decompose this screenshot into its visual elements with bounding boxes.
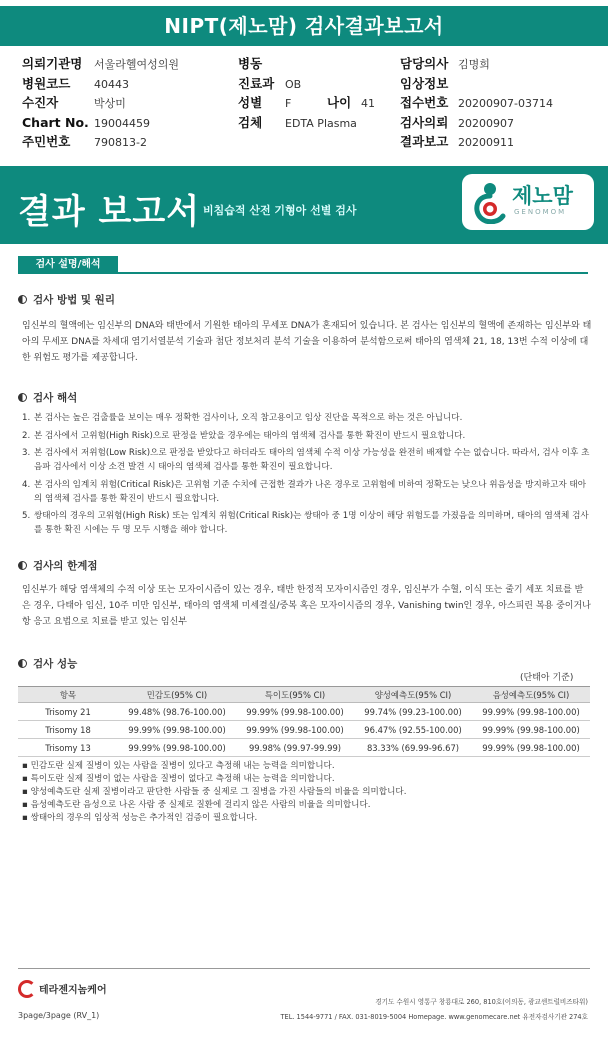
label-age: 나이 [327, 95, 352, 110]
col-header-npv: 음성예측도(95% CI) [472, 687, 590, 703]
table-cell: 99.99% (99.98-100.00) [472, 703, 590, 721]
table-cell: Trisomy 21 [18, 703, 118, 721]
table-cell: 99.74% (99.23-100.00) [354, 703, 472, 721]
value-chart-no: 19004459 [94, 116, 150, 130]
table-cell: 99.98% (99.97-99.99) [236, 739, 354, 757]
banner-subtitle: 비침습적 산전 기형아 선별 검사 [203, 204, 357, 217]
value-report-date: 20200911 [458, 136, 514, 149]
label-patient: 수진자 [22, 95, 59, 110]
label-hospital-code: 병원코드 [22, 75, 71, 91]
value-accession-no: 20200907-03714 [458, 97, 553, 110]
genomom-logo-icon [470, 180, 510, 224]
limits-heading-text: 검사의 한계점 [33, 560, 98, 572]
value-resident-no: 790813-2 [94, 136, 147, 149]
list-item: 2. 본 검사에서 고위험(High Risk)으로 판정을 받았을 경우에는 태아의 염색체 검사를 통한 확진이 반드시 필요합니다. [22, 430, 466, 441]
company-name: 테라젠지놈케어 [39, 985, 107, 996]
half-circle-icon [18, 393, 27, 402]
method-paragraph: 임신부의 혈액에는 임신부의 DNA와 태반에서 기원한 태아의 무세포 DNA가 혼재되어 있습니다. 본 검사는 임신부의 혈액에 존재하는 임신부와 태아의 무세포 DNA를 차세대 염기서열분석 기술과 첨단 정보처리 분석 기술을 이용하여 분석함으로써 태아의 염색체 21, 18, 13번 수적 이상에 대한 위험도 평가를 제공합니다. [22, 321, 592, 363]
table-cell: 96.47% (92.55-100.00) [354, 721, 472, 739]
value-specimen: EDTA Plasma [285, 116, 357, 130]
label-specimen: 검체 [238, 114, 263, 130]
patient-info-col3 [400, 54, 553, 152]
note-text: 민감도란 실제 질병이 있는 사람을 질병이 있다고 측정해 내는 능력을 의미합니다. [30, 761, 335, 771]
value-patient: 박상미 [94, 97, 126, 110]
label-department: 진료과 [238, 75, 275, 91]
logo-text: 제노맘 [512, 184, 573, 208]
label-doctor: 담당의사 [400, 56, 449, 71]
value-institution: 서울라헬여성의원 [94, 58, 180, 71]
note-item: ▪ 양성예측도란 실제 질병이라고 판단한 사람들 중 실제로 그 질병을 가진 사람들의 비율을 의미합니다. [22, 787, 407, 797]
label-accession-no: 접수번호 [400, 95, 449, 110]
table-cell: 99.99% (99.98-100.00) [118, 721, 236, 739]
note-text: 음성예측도란 음성으로 나온 사람 중 실제로 질환에 걸리지 않은 사람의 비율을 의미합니다. [30, 800, 371, 810]
list-item-text: 본 검사에서 저위험(Low Risk)으로 판정을 받았다고 하더라도 태아의 염색체 수적 이상 가능성을 완전히 배제할 수는 없습니다. 따라서, 검사 이후 초음파 검사에서 이상 소견 발견 시 태아의 염색체 검사를 통한 확진이 필요합니다. [34, 448, 590, 473]
list-item-text: 본 검사에서 고위험(High Risk)으로 판정을 받았을 경우에는 태아의 염색체 검사를 통한 확진이 반드시 필요합니다. [34, 430, 466, 441]
banner-title: 결과 보고서 [18, 192, 201, 232]
patient-info-col2 [238, 54, 375, 132]
performance-table [18, 686, 590, 757]
note-item: ▪ 민감도란 실제 질병이 있는 사람을 질병이 있다고 측정해 내는 능력을 의미합니다. [22, 761, 335, 771]
section-limits-heading [18, 558, 98, 573]
list-item: 1. 본 검사는 높은 검출률을 보이는 매우 정확한 검사이나, 오직 참고용이고 임상 진단을 목적으로 하는 것은 아닙니다. [22, 413, 463, 423]
table-cell: 99.48% (98.76-100.00) [118, 703, 236, 721]
table-cell: 99.99% (99.98-100.00) [118, 739, 236, 757]
list-item-text: 쌍태아의 경우의 고위험(High Risk) 또는 임계치 위험(Critical Risk)는 쌍태아 중 1명 이상이 해당 위험도를 가졌음을 의미하며, 태아의 염색체 검사를 통한 확진 시에는 두 명 모두 시행을 해야 합니다. [34, 511, 589, 536]
table-cell: 99.99% (99.98-100.00) [472, 721, 590, 739]
section-interpretation-heading [18, 390, 77, 405]
tab-test-description: 검사 설명/해석 [18, 256, 118, 274]
interpretation-heading-text: 검사 해석 [33, 392, 78, 404]
col-header-specificity: 특이도(95% CI) [236, 687, 354, 703]
genomom-logo [462, 174, 594, 230]
company-logo-icon [18, 980, 36, 998]
value-doctor: 김명희 [458, 58, 490, 71]
company-logo [18, 980, 107, 998]
table-cell: 99.99% (99.98-100.00) [472, 739, 590, 757]
patient-info-col1 [22, 54, 179, 152]
performance-heading-text: 검사 성능 [33, 658, 78, 670]
interpretation-list [22, 411, 594, 541]
half-circle-icon [18, 295, 27, 304]
col-header-item: 항목 [18, 687, 118, 703]
note-item: ▪ 음성예측도란 음성으로 나온 사람 중 실제로 질환에 걸리지 않은 사람의 비율을 의미합니다. [22, 800, 371, 810]
half-circle-icon [18, 659, 27, 668]
note-text: 쌍태아의 경우의 임상적 성능은 추가적인 검증이 필요합니다. [30, 813, 258, 823]
limits-paragraph: 임신부가 해당 염색체의 수적 이상 또는 모자이시즘이 있는 경우, 태반 한정적 모자이시즘인 경우, 임신부가 수혈, 이식 또는 줄기 세포 치료를 받은 경우, 다태아 임신, 10주 미만 임신부, 태아의 염색체 미세결실/중복 혹은 모자이시즘의 경우, Vanishing twin인 경우, 아스피린 복용 중이거나 항 응고 요법으로 치료를 받고 있는 임신부 [22, 585, 591, 627]
method-heading-text: 검사 방법 및 원리 [33, 294, 115, 306]
report-title: NIPT(제노맘) 검사결과보고서 [164, 14, 444, 38]
col-header-sensitivity: 민감도(95% CI) [118, 687, 236, 703]
table-row [18, 703, 590, 721]
label-report-date: 결과보고 [400, 134, 449, 149]
label-clinical-info: 임상정보 [400, 75, 449, 91]
table-row [18, 721, 590, 739]
list-item-text: 본 검사는 높은 검출률을 보이는 매우 정확한 검사이나, 오직 참고용이고 임상 진단을 목적으로 하는 것은 아닙니다. [34, 413, 463, 423]
list-item: 3. 본 검사에서 저위험(Low Risk)으로 판정을 받았다고 하더라도 태아의 염색체 수적 이상 가능성을 완전히 배제할 수는 없습니다. 따라서, 검사 이후 초음파 검사에서 이상 소견 발견 시 태아의 염색체 검사를 통한 확진이 필요합니다. [22, 446, 594, 474]
value-hospital-code: 40443 [94, 77, 129, 91]
table-cell: 99.99% (99.98-100.00) [236, 721, 354, 739]
list-item-text: 본 검사의 임계치 위험(Critical Risk)은 고위험 기준 수치에 근접한 결과가 나온 경우로 고위험에 비하여 정확도는 낮으나 위음성을 방지하고자 태아의 염색체 검사를 통한 확진이 반드시 필요합니다. [34, 479, 587, 504]
note-text: 양성예측도란 실제 질병이라고 판단한 사람들 중 실제로 그 질병을 가진 사람들의 비율을 의미합니다. [30, 787, 407, 797]
table-header-row [18, 687, 590, 703]
half-circle-icon [18, 561, 27, 570]
value-department: OB [285, 77, 302, 91]
note-text: 특이도란 실제 질병이 없는 사람을 질병이 없다고 측정해 내는 능력을 의미합니다. [30, 774, 335, 784]
list-item: 5. 쌍태아의 경우의 고위험(High Risk) 또는 임계치 위험(Critical Risk)는 쌍태아 중 1명 이상이 해당 위험도를 가졌음을 의미하며, 태아의 염색체 검사를 통한 확진 시에는 두 명 모두 시행을 해야 합니다. [22, 509, 594, 537]
note-item: ▪ 특이도란 실제 질병이 없는 사람을 질병이 없다고 측정해 내는 능력을 의미합니다. [22, 774, 335, 784]
performance-notes [22, 760, 406, 825]
value-request-date: 20200907 [458, 116, 514, 130]
value-age: 41 [361, 97, 375, 110]
label-ward: 병동 [238, 56, 263, 71]
label-chart-no: Chart No. [22, 114, 89, 130]
section-performance-heading [18, 656, 77, 671]
table-cell: Trisomy 13 [18, 739, 118, 757]
company-contact: TEL. 1544-9771 / FAX. 031-8019-5004 Homepage. www.genomecare.net 유전자검사기관 274호 [280, 1013, 588, 1021]
footer-divider [18, 968, 590, 969]
col-header-ppv: 양성예측도(95% CI) [354, 687, 472, 703]
logo-subtext: GENOMOM [514, 208, 567, 216]
label-sex: 성별 [238, 95, 263, 110]
section-method-heading [18, 292, 115, 307]
value-sex: F [285, 97, 292, 110]
report-title-bar [0, 6, 608, 46]
list-item: 4. 본 검사의 임계치 위험(Critical Risk)은 고위험 기준 수치에 근접한 결과가 나온 경우로 고위험에 비하여 정확도는 낮으나 위음성을 방지하고자 태아의 염색체 검사를 통한 확진이 반드시 필요합니다. [22, 478, 594, 506]
table-row [18, 739, 590, 757]
table-cell: Trisomy 18 [18, 721, 118, 739]
page-number: 3page/3page (RV_1) [18, 1011, 100, 1020]
label-resident-no: 주민번호 [22, 134, 71, 149]
note-item: ▪ 쌍태아의 경우의 임상적 성능은 추가적인 검증이 필요합니다. [22, 813, 258, 823]
table-cell: 99.99% (99.98-100.00) [236, 703, 354, 721]
label-request-date: 검사의뢰 [400, 114, 449, 130]
table-cell: 83.33% (69.99-96.67) [354, 739, 472, 757]
label-institution: 의뢰기관명 [22, 56, 83, 71]
unit-note: (단태아 기준) [520, 673, 574, 683]
section-tab-strip [18, 256, 588, 274]
company-address: 경기도 수원시 영통구 창룡대로 260, 810호(이의동, 광교센트럴비즈타워) [375, 998, 588, 1006]
